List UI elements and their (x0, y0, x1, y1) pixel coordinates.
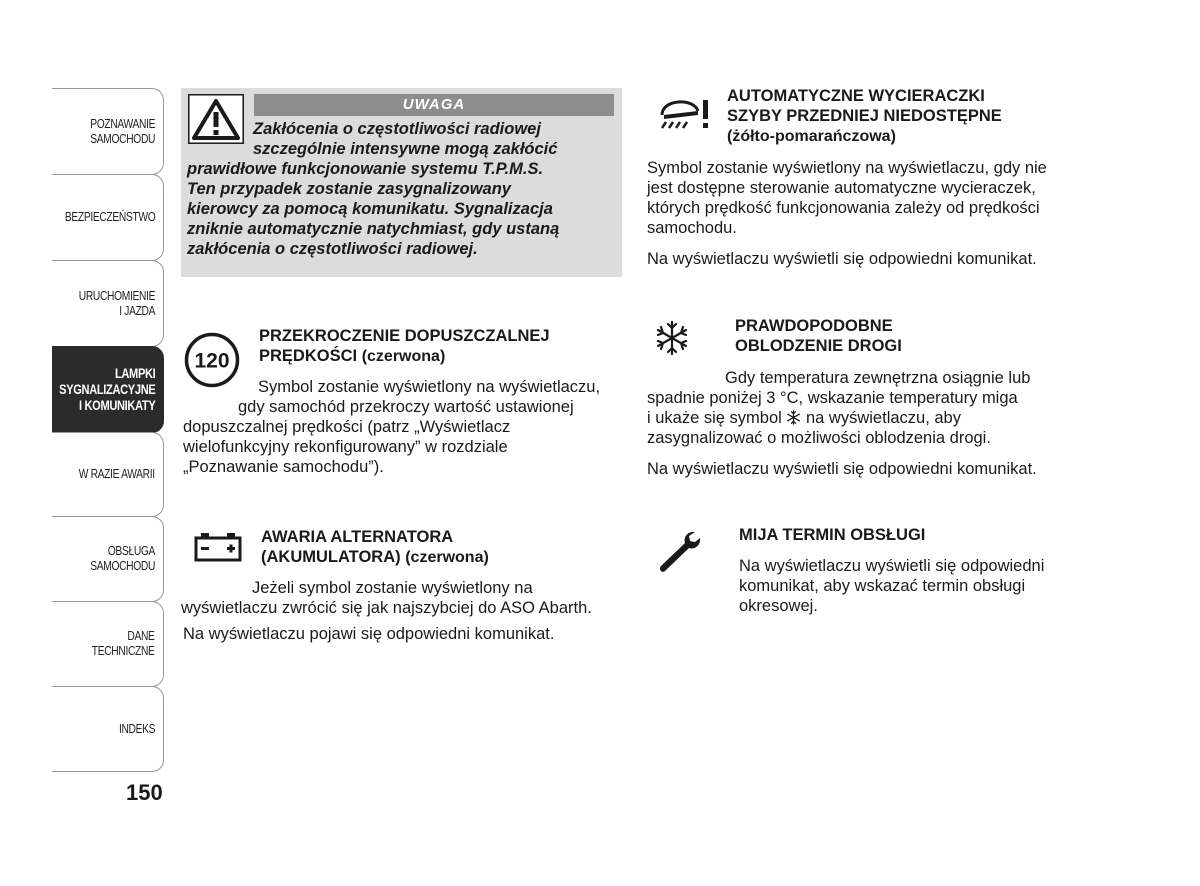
tab-uruchomienie-i-jazda[interactable]: URUCHOMIENIE I JAZDA (52, 260, 164, 347)
ice-text-line-with-icon (647, 408, 961, 428)
wrench-icon (655, 529, 703, 577)
wipers-text-line: Symbol zostanie wyświetlony na wyświetlaczu, gdy nie (647, 159, 1047, 177)
alternator-text-line: Jeżeli symbol zostanie wyświetlony na (252, 579, 533, 597)
tab-indeks[interactable]: INDEKS (52, 686, 164, 772)
speed-text-line: wielofunkcyjny rekonfigurowany” w rozdziale (183, 438, 508, 456)
speed-text-line: dopuszczalnej prędkości (patrz „Wyświetlacz (183, 418, 511, 436)
snowflake-inline-icon (786, 410, 801, 425)
warning-box (181, 88, 622, 277)
chapter-tabs (52, 88, 167, 772)
speed-text-line: Symbol zostanie wyświetlony na wyświetlaczu, (258, 378, 601, 396)
wipers-heading-line3 (727, 126, 896, 147)
tab-w-razie-awarii[interactable]: W RAZIE AWARII (52, 432, 164, 517)
ice-heading-line1: PRAWDOPODOBNE (735, 317, 893, 335)
wipers-text-line: których prędkość funkcjonowania zależy od prędkości (647, 199, 1040, 217)
warning-text (187, 119, 619, 259)
speed-color-note: (czerwona) (361, 348, 446, 365)
warning-title-bar (254, 94, 614, 116)
warning-line: Ten przypadek zostanie zasygnalizowany (187, 180, 511, 198)
warning-line: szczególnie intensywne mogą zakłócić (253, 140, 558, 158)
rain-sensor-warning-icon (656, 97, 712, 131)
ice-note: Na wyświetlaczu wyświetli się odpowiedni komunikat. (647, 460, 1037, 478)
wipers-color-note: (żółto-pomarańczowa) (727, 128, 896, 145)
alternator-color-note: (czerwona) (405, 549, 489, 566)
wipers-heading-line1: AUTOMATYCZNE WYCIERACZKI (727, 87, 985, 105)
ice-text-line: zasygnalizować o możliwości oblodzenia drogi. (647, 429, 991, 447)
wipers-text-line: samochodu. (647, 219, 737, 237)
page-number: 150 (126, 780, 163, 805)
battery-icon (194, 532, 242, 562)
alternator-note: Na wyświetlaczu pojawi się odpowiedni komunikat. (183, 625, 555, 643)
wipers-heading-line2: SZYBY PRZEDNIEJ NIEDOSTĘPNE (727, 107, 1002, 125)
service-text-line: okresowej. (739, 597, 818, 615)
warning-line: Zakłócenia o częstotliwości radiowej (253, 120, 541, 138)
warning-line: zakłócenia o częstotliwości radiowej. (187, 240, 478, 258)
ice-text-pre: i ukaże się symbol (647, 409, 782, 427)
wipers-text-line: jest dostępne sterowanie automatyczne wycieraczek, (647, 179, 1036, 197)
ice-text-line: Gdy temperatura zewnętrzna osiągnie lub (725, 369, 1031, 387)
ice-heading-line2: OBLODZENIE DROGI (735, 337, 902, 355)
alternator-text-line: wyświetlaczu zwrócić się jak najszybciej do ASO Abarth. (181, 599, 592, 617)
service-heading: MIJA TERMIN OBSŁUGI (739, 526, 926, 544)
alternator-heading-text: (AKUMULATORA) (261, 548, 401, 566)
speed-limit-icon (184, 332, 240, 388)
ice-text-post: na wyświetlaczu, aby (806, 409, 961, 427)
service-text-line: Na wyświetlaczu wyświetli się odpowiedni (739, 557, 1045, 575)
tab-lampki-sygnalizacyjne[interactable]: LAMPKI SYGNALIZACYJNE I KOMUNIKATY (52, 346, 164, 433)
wipers-note: Na wyświetlaczu wyświetli się odpowiedni komunikat. (647, 250, 1037, 268)
service-text-line: komunikat, aby wskazać termin obsługi (739, 577, 1026, 595)
speed-heading-line1: PRZEKROCZENIE DOPUSZCZALNEJ (259, 327, 550, 345)
ice-text-line: spadnie poniżej 3 °C, wskazanie temperatury miga (647, 389, 1018, 407)
alternator-heading-line1: AWARIA ALTERNATORA (261, 528, 454, 546)
speed-heading-text: PRĘDKOŚCI (259, 347, 358, 365)
tab-obsluga-samochodu[interactable]: OBSŁUGA SAMOCHODU (52, 516, 164, 602)
warning-title: UWAGA (402, 96, 466, 113)
alternator-heading-line2 (261, 547, 489, 568)
tab-poznawanie-samochodu[interactable]: POZNAWANIE SAMOCHODU (52, 88, 164, 175)
tab-dane-techniczne[interactable]: DANE TECHNICZNE (52, 601, 164, 687)
warning-line: kierowcy za pomocą komunikatu. Sygnalizacja (187, 200, 553, 218)
tab-bezpieczenstwo[interactable]: BEZPIECZEŃSTWO (52, 174, 164, 261)
speed-text-line: „Poznawanie samochodu”). (183, 458, 384, 476)
warning-line: prawidłowe funkcjonowanie systemu T.P.M.S. (187, 160, 544, 178)
speed-text-line: gdy samochód przekroczy wartość ustawionej (238, 398, 574, 416)
snowflake-icon (654, 320, 690, 356)
warning-line: zniknie automatycznie natychmiast, gdy ustaną (187, 220, 560, 238)
speed-limit-value: 120 (194, 349, 230, 373)
speed-heading-line2 (259, 346, 445, 367)
